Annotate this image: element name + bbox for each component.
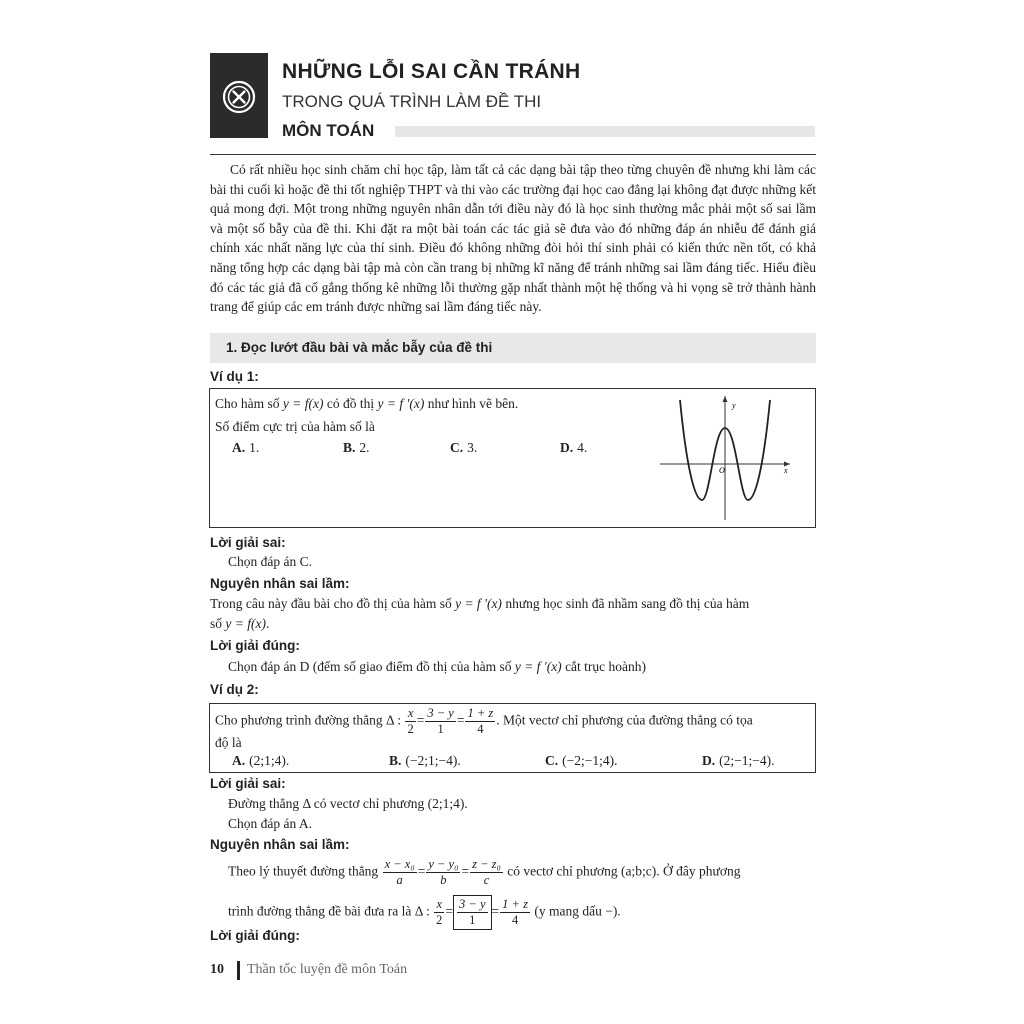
highlight-box	[453, 895, 491, 930]
fraction: $\frac{3 - y}{1}$	[427, 706, 454, 736]
example1-right-label: Lời giải đúng:	[210, 638, 300, 653]
intro-paragraph: Có rất nhiều học sinh chăm chỉ học tập, làm tất cả các dạng bài tập theo từng chuyên đề nhưng khi làm các bài thi cuối kì hoặc đề thi tốt nghiệp THPT và thi vào các trường đại học cao đẳng lại không đạt được những kết quả mong đợi. Một trong những nguyên nhân dẫn tới điều này đó là học sinh thường mắc phải một số sai lầm và một số bẫy của đề thi. Khi đặt ra một bài toán các tác giả sẽ đưa vào đó những đáp án nhiễu để đánh giá chính xác nhất năng lực của thí sinh. Điều đó không những đòi hỏi thí sinh phải có kiến thức nền tốt, có khả năng tổng hợp các dạng bài tập mà còn cần trang bị những kĩ năng để tránh những sai lầm đáng tiếc. Hiểu điều đó các tác giả đã cố gắng thống kê những lỗi thường gặp nhất thành một hệ thống và hi vọng sẽ trở thành hành trang để giúp các em tránh được những sai lầm đáng tiếc này.	[210, 162, 816, 315]
derivative-graph	[650, 392, 800, 524]
example1-label: Ví dụ 1:	[210, 369, 259, 384]
header-bar	[395, 126, 815, 137]
example2-wrong-label: Lời giải sai:	[210, 776, 286, 791]
section-title: 1. Đọc lướt đầu bài và mắc bẫy của đề thi	[226, 340, 493, 355]
example2-wrong-line2: Chọn đáp án A.	[228, 816, 312, 831]
page-number: 10	[210, 962, 224, 977]
example1-right-text: Chọn đáp án D (đếm số giao điểm đồ thị của hàm số y = f '(x) cắt trục hoành)	[228, 659, 647, 674]
example2-wrong-line1: Đường thẳng Δ có vectơ chỉ phương (2;1;4).	[228, 796, 468, 811]
fraction: $\frac{x}{2}$	[436, 897, 443, 927]
fraction: $\frac{x}{2}$	[407, 706, 414, 736]
option-c: C. (−2;−1;4).	[545, 753, 618, 768]
example2-cause-line2: trình đường thẳng đề bài đưa ra là Δ : $\frac{x}{2}$ = $\frac{3 - y}{1}$ = $\frac{1 + z}{4}$ (y mang dấu −).	[228, 895, 621, 930]
header-divider	[210, 154, 816, 155]
example1-wrong-text: Chọn đáp án C.	[228, 554, 312, 569]
example1-cause-line2: số y = f(x).	[210, 616, 270, 631]
option-a: A. 1.	[232, 440, 260, 455]
option-c: C. 3.	[450, 440, 478, 455]
header-block	[210, 53, 268, 138]
page-title: NHỮNG LỖI SAI CẦN TRÁNH	[282, 60, 581, 83]
example2-cause-label: Nguyên nhân sai lầm:	[210, 837, 350, 852]
example1-cause-line1: Trong câu này đầu bài cho đồ thị của hàm số y = f '(x) nhưng học sinh đã nhầm sang đồ thị của hàm	[210, 596, 750, 611]
option-d: D. 4.	[560, 440, 588, 455]
option-b: B. (−2;1;−4).	[389, 753, 461, 768]
x-axis-label: x	[784, 466, 788, 475]
close-circle-icon	[219, 77, 259, 117]
fraction: $\frac{1 + z}{4}$	[467, 706, 494, 736]
footer-divider	[237, 961, 240, 980]
fraction: $\frac{\text{y − y₀}}{b}$	[428, 857, 459, 887]
example2-right-label: Lời giải đúng:	[210, 928, 300, 943]
fraction: $\frac{3 - y}{1}$	[459, 897, 486, 927]
option-a: A. (2;1;4).	[232, 753, 290, 768]
option-d: D. (2;−1;−4).	[702, 753, 775, 768]
example2-question: Cho phương trình đường thẳng Δ : $\frac{x}{2}$ = $\frac{3 - y}{1}$ = $\frac{1 + z}{4}$ . Một vectơ chỉ phương của đường thẳng có tọa	[215, 706, 753, 736]
option-b: B. 2.	[343, 440, 370, 455]
example1-question-line2: Số điểm cực trị của hàm số là	[215, 419, 375, 434]
example1-wrong-label: Lời giải sai:	[210, 535, 286, 550]
example1-cause-label: Nguyên nhân sai lầm:	[210, 576, 350, 591]
fraction: $\frac{\text{z − z₀}}{c}$	[472, 857, 501, 887]
fraction: $\frac{\text{x − x₀}}{a}$	[384, 857, 415, 887]
example2-label: Ví dụ 2:	[210, 682, 259, 697]
page-subtitle: TRONG QUÁ TRÌNH LÀM ĐỀ THI	[282, 92, 542, 111]
fraction: $\frac{1 + z}{4}$	[502, 897, 528, 927]
example2-cause-line1: Theo lý thuyết đường thẳng $\frac{\text{x − x₀}}{a}$ = $\frac{\text{y − y₀}}{b}$ = $\frac{\text{z − z₀}}{c}$ có vectơ chỉ phương (a;b;c). Ở đây phương	[228, 857, 741, 887]
example1-question: Cho hàm số y = f(x) có đồ thị y = f '(x) như hình vẽ bên.	[215, 396, 519, 411]
y-axis-label: y	[732, 401, 736, 410]
origin-label: O	[719, 466, 725, 475]
page-subject: MÔN TOÁN	[282, 121, 375, 140]
y-axis-arrow	[723, 396, 728, 402]
footer-title: Thần tốc luyện đề môn Toán	[247, 962, 408, 977]
example2-question-line2: độ là	[215, 735, 242, 750]
